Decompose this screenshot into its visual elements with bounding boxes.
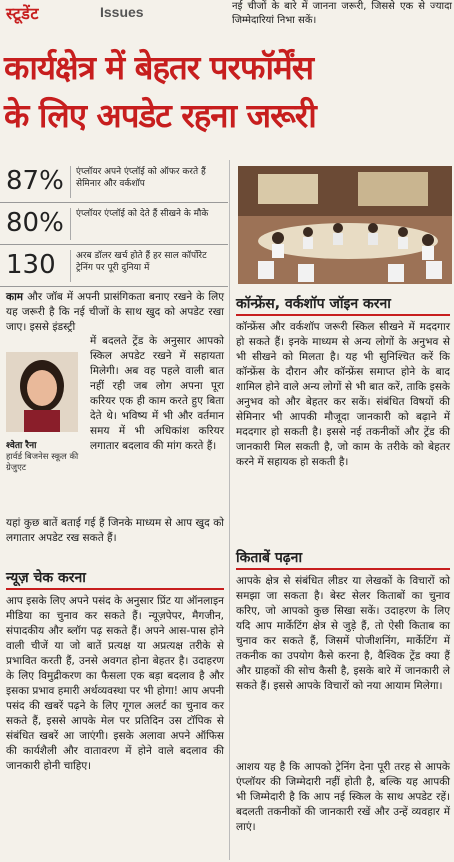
stat-box: [0, 162, 228, 203]
books-body: आपके क्षेत्र से संबंधित लीडर या लेखकों के विचारों को समझा जा सकता है। बेस्ट सेलर किताबों का चुनाव करिए, जो आपको कुछ सिखा सकें। उदाहरण के लिए यदि आप मार्केटिंग क्षेत्र से जुड़े हैं, तो ऐसी किताब का चुनाव कर सकते हैं, जिसमें पोजीशनिंग, मार्केटिंग में तकनीक का उपयोग कैसे करना है, वैश्विक ट्रेंड क्या हैं और ग्राहकों की सोच कैसी है, इसके बारे में जानकारी ले सकते हैं। इससे आपके विचारों को नया आयाम मिलेगा।: [236, 575, 450, 692]
headline: [4, 44, 450, 140]
author-portrait: [6, 352, 78, 432]
stat-value: 130: [6, 250, 56, 280]
news-title: न्यूज़ चेक करना: [6, 570, 86, 586]
masthead-brand: स्टूडेंट: [6, 4, 39, 23]
headline-line-1: कार्यक्षेत्र में बेहतर परफॉर्मेंस: [4, 48, 314, 87]
books-body-2: आशय यह है कि आपको ट्रेनिंग देना पूरी तरह से आपके एंप्लॉयर की जिम्मेदारी नहीं होती है, बल्कि यह आपकी भी जिम्मेदारी है कि आप नई स्किल के साथ अपडेट रहें। बदलती तकनीकों की जानकारी रखें और उन्हें व्यवहार में लाएं।: [236, 761, 450, 833]
intro-paragraph: [6, 290, 224, 335]
conference-room-illustration: [238, 166, 452, 284]
intro-after: यहां कुछ बातें बताई गई हैं जिनके माध्यम से आप खुद को लगातार अपडेट रख सकते हैं।: [6, 517, 224, 544]
intro-lead-word: काम: [6, 291, 24, 303]
stat-divider: [70, 166, 71, 198]
books-title: किताबें पढ़ना: [236, 550, 303, 566]
masthead-section: Issues: [100, 4, 144, 20]
stat-text: एंप्लॉयर अपने एंप्लॉई को ऑफर करते हैं सेमिनार और वर्कशॉप: [76, 167, 206, 189]
portrait-role: हार्वर्ड बिजनेस स्कूल की ग्रेजुएट: [6, 452, 79, 473]
news-body: आप इसके लिए अपने पसंद के अनुसार प्रिंट या ऑनलाइन मीडिया का चुनाव कर सकते हैं। न्यूज़पेपर, मैगजीन, संपादकीय और ब्लॉग पढ़ सकते हैं। अपने आस-पास होने वाली चीजें या जो बातें प्रत्यक्ष या अप्रत्यक्ष तरीके से प्रभावित करती हैं, उनसे अवगत होना बेहतर है। उदाहरण के लिए विमुद्रीकरण का फैसला एक बड़ा बदलाव है और इसका प्रभाव हमारी अर्थव्यवस्था पर भी होगा! आप अपनी पसंद की खबरें पढ़ने के लिए गूगल अलर्ट का चुनाव कर सकते हैं, इससे आपके मेल पर प्रतिदिन उस टॉपिक से संबंधित खबरें आ जाएंगी। इसके अलावा अपने ऑफिस की कार्यशैली और वातावरण में होने वाले बदलाव की जानकारी होनी चाहिए।: [6, 595, 224, 772]
conference-title: कॉन्फ्रेंस, वर्कशॉप जॉइन करना: [236, 296, 391, 312]
portrait-illustration: [6, 352, 78, 432]
stat-value: 87%: [6, 166, 64, 196]
intro-col-right: में बदलते ट्रेंड के अनुसार आपको स्किल अपडेट रखने में सहायता मिलेगी। अब वह पहले वाली बात नहीं रही जब लोग अपना पूरा करियर एक ही काम करते हुए बिता देते थे। भविष्य में भी और वर्तमान समय में भी अधिकांश करियर लगातार बदलाव की मांग करते हैं।: [90, 335, 224, 452]
books-title-rule: [236, 568, 450, 570]
stat-divider: [70, 250, 71, 282]
intro-text: और जॉब में अपनी प्रासंगिकता बनाए रखने के लिए यह जरूरी है कि नई चीजों के साथ खुद को अपडेट रखा जाए। इससे इंडस्ट्री: [6, 291, 225, 333]
masthead: [0, 0, 228, 30]
column-divider: [229, 160, 230, 860]
stat-divider: [70, 208, 71, 240]
conference-photo: [238, 166, 452, 284]
stat-text: अरब डॉलर खर्च होते हैं हर साल कॉर्पोरेट ट्रेनिंग पर पूरी दुनिया में: [76, 251, 207, 273]
stat-box: [0, 246, 228, 287]
stat-text: एंप्लॉयर एंप्लॉई को देते हैं सीखने के मौके: [76, 209, 209, 219]
top-right-text: नई चीजों के बारे में जानना जरूरी, जिससे एक से ज्यादा जिम्मेदारियां निभा सकें।: [232, 1, 452, 26]
stat-box: [0, 204, 228, 245]
news-title-rule: [6, 588, 224, 590]
conference-body: कॉन्फ्रेंस और वर्कशॉप जरूरी स्किल सीखने में मददगार हो सकते हैं। इनके माध्यम से अन्य लोगों के अनुभव से भी सीखने को मिलता है। यह भी सुनिश्चित करें कि कॉन्फ्रेंस के दौरान और कॉन्फ्रेंस समाप्त होने के बाद शामिल होने वाले अन्य लोगों से भी बात करें, ताकि इसके अनुभव को और बेहतर कर सकें। संबंधित विषयों की सेमिनार भी आपकी मौजूदा जानकारी को बढ़ाने में मददगार हो सकती है। इससे नई तकनीकों और ट्रेंड की जानकारी मिल सकती है, जो काम के तरीके को बेहतर करने में सहायक हो सकती है।: [236, 321, 450, 468]
portrait-name: श्वेता रैना: [6, 441, 37, 451]
stat-value: 80%: [6, 208, 64, 238]
conference-title-rule: [236, 314, 450, 316]
headline-line-2: के लिए अपडेट रहना जरूरी: [4, 96, 316, 135]
